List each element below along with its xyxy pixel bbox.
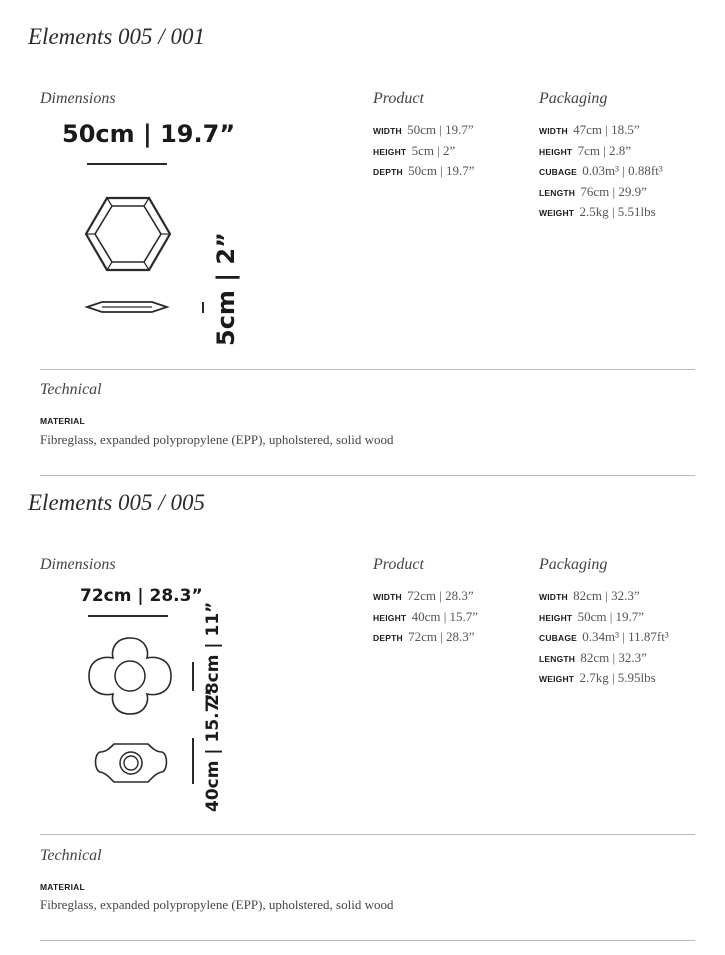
spec-label: WEIGHT xyxy=(539,674,575,684)
height-dimension-line xyxy=(202,302,204,313)
spec-value: 2.7kg | 5.95lbs xyxy=(579,670,656,685)
spec-label: HEIGHT xyxy=(539,612,573,623)
material-label: MATERIAL xyxy=(40,882,85,892)
spec-row xyxy=(539,648,669,669)
width-dimension-line xyxy=(87,163,167,165)
spec-row xyxy=(539,607,669,628)
spec-value: 2.5kg | 5.51lbs xyxy=(579,204,656,219)
spec-label: CUBAGE xyxy=(539,167,578,177)
dimensions-heading: Dimensions xyxy=(40,556,116,573)
spec-value: 50cm | 19.7” xyxy=(577,608,645,624)
spec-row xyxy=(373,120,475,141)
spec-label: HEIGHT xyxy=(373,612,407,623)
spec-value: 7cm | 2.8” xyxy=(577,142,632,158)
spec-label: LENGTH xyxy=(539,653,576,664)
spec-label: DEPTH xyxy=(373,633,403,643)
spec-value: 50cm | 19.7” xyxy=(407,122,474,137)
width-dimension-label: 50cm | 19.7” xyxy=(62,120,236,148)
seat-height-dimension-label: 28cm | 11” xyxy=(203,601,223,706)
spec-label: CUBAGE xyxy=(539,633,578,643)
spec-label: DEPTH xyxy=(373,167,403,177)
hexagon-side-view-icon xyxy=(84,298,170,316)
spec-label: WEIGHT xyxy=(539,208,575,218)
material-label: MATERIAL xyxy=(40,416,85,426)
spec-row xyxy=(373,161,475,182)
packaging-specs xyxy=(539,120,663,223)
spec-label: WIDTH xyxy=(539,126,568,136)
divider xyxy=(40,940,695,941)
spec-row xyxy=(373,607,478,628)
product-title: Elements 005 / 005 xyxy=(28,490,205,515)
overall-height-dimension-line xyxy=(192,738,194,784)
spec-label: WIDTH xyxy=(539,592,568,602)
spec-row xyxy=(539,161,663,182)
clover-side-view-icon xyxy=(92,740,170,786)
product-specs xyxy=(373,586,478,648)
spec-value: 82cm | 32.3” xyxy=(573,588,640,603)
packaging-heading: Packaging xyxy=(539,556,608,573)
spec-row xyxy=(373,627,478,648)
spec-row xyxy=(539,202,663,223)
spec-row xyxy=(539,182,663,203)
spec-row xyxy=(539,668,669,689)
spec-value: 72cm | 28.3” xyxy=(407,588,474,603)
material-text: Fibreglass, expanded polypropylene (EPP), upholstered, solid wood xyxy=(40,432,394,447)
spec-row xyxy=(373,586,478,607)
spec-value: 76cm | 29.9” xyxy=(580,183,647,199)
height-dimension-label: 5cm | 2” xyxy=(212,232,240,346)
product-heading: Product xyxy=(373,556,424,573)
product-heading: Product xyxy=(373,90,424,107)
divider xyxy=(40,369,695,370)
spec-value: 0.03m³ | 0.88ft³ xyxy=(582,163,663,178)
clover-top-view-icon xyxy=(85,634,175,718)
product-title: Elements 005 / 001 xyxy=(28,24,205,49)
spec-row xyxy=(539,141,663,162)
technical-heading: Technical xyxy=(40,381,102,398)
hexagon-top-view-icon xyxy=(82,195,174,273)
spec-value: 0.34m³ | 11.87ft³ xyxy=(582,629,669,644)
spec-value: 47cm | 18.5” xyxy=(573,122,640,137)
divider xyxy=(40,834,695,835)
spec-label: LENGTH xyxy=(539,187,576,198)
spec-value: 50cm | 19.7” xyxy=(408,163,475,178)
divider xyxy=(40,475,695,476)
spec-label: HEIGHT xyxy=(539,146,573,157)
packaging-specs xyxy=(539,586,669,689)
spec-label: WIDTH xyxy=(373,126,402,136)
spec-value: 72cm | 28.3” xyxy=(408,629,475,644)
material-text: Fibreglass, expanded polypropylene (EPP), upholstered, solid wood xyxy=(40,897,394,912)
width-dimension-label: 72cm | 28.3” xyxy=(80,586,203,606)
spec-value: 40cm | 15.7” xyxy=(411,608,479,624)
spec-row xyxy=(373,141,475,162)
spec-label: WIDTH xyxy=(373,592,402,602)
spec-value: 82cm | 32.3” xyxy=(580,649,647,665)
seat-height-dimension-line xyxy=(192,662,194,691)
spec-value: 5cm | 2” xyxy=(411,142,456,158)
overall-height-dimension-label: 40cm | 15.7” xyxy=(203,689,223,812)
spec-row xyxy=(539,627,669,648)
spec-label: HEIGHT xyxy=(373,146,407,157)
spec-row xyxy=(539,586,669,607)
packaging-heading: Packaging xyxy=(539,90,608,107)
technical-heading: Technical xyxy=(40,847,102,864)
dimensions-heading: Dimensions xyxy=(40,90,116,107)
product-specs xyxy=(373,120,475,182)
width-dimension-line xyxy=(88,615,168,617)
spec-row xyxy=(539,120,663,141)
